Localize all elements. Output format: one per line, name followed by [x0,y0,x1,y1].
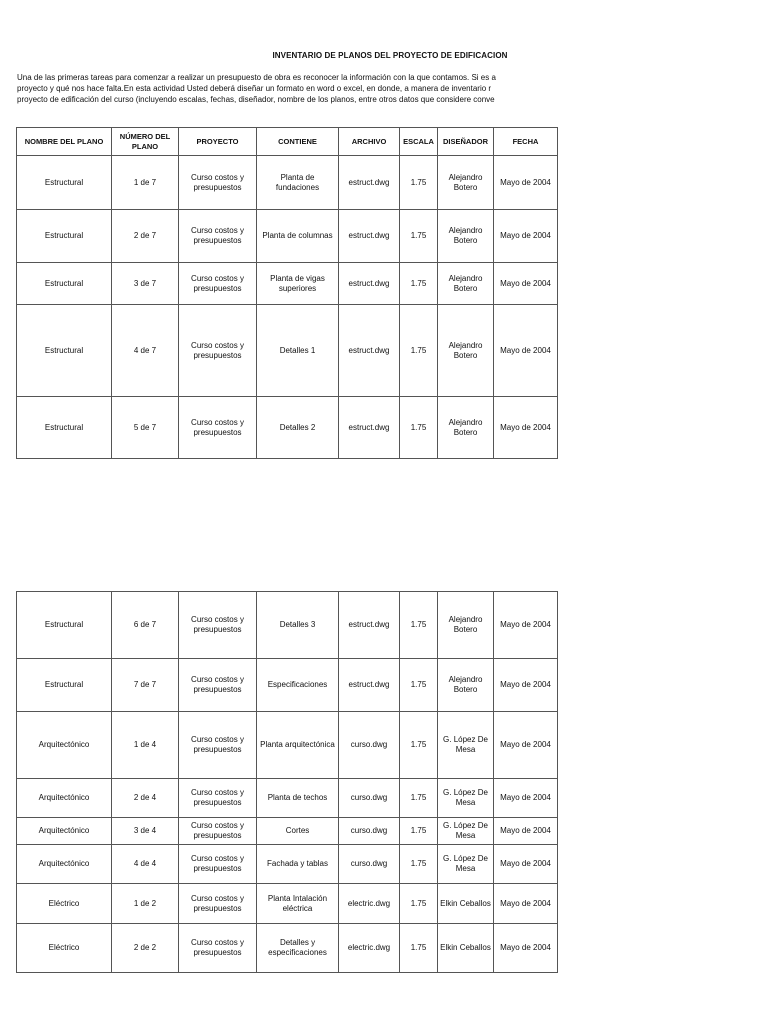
cell-escala: 1.75 [400,156,438,210]
cell-disenador: Alejandro Botero [438,156,494,210]
cell-archivo: curso.dwg [339,818,400,845]
cell-proyecto: Curso costos y presupuestos [179,884,257,924]
table-row [17,779,558,818]
cell-disenador: Alejandro Botero [438,659,494,712]
cell-contiene: Detalles 3 [257,592,339,659]
cell-fecha: Mayo de 2004 [494,659,558,712]
cell-archivo: estruct.dwg [339,397,400,459]
table-row [17,659,558,712]
document-title: INVENTARIO DE PLANOS DEL PROYECTO DE EDIFICACION [272,51,508,60]
table-row [17,210,558,263]
cell-escala: 1.75 [400,659,438,712]
cell-nombre: Estructural [17,263,112,305]
cell-disenador: G. López De Mesa [438,779,494,818]
cell-numero: 1 de 4 [112,712,179,779]
cell-disenador: Alejandro Botero [438,397,494,459]
cell-escala: 1.75 [400,818,438,845]
cell-fecha: Mayo de 2004 [494,592,558,659]
cell-numero: 2 de 7 [112,210,179,263]
cell-disenador: G. López De Mesa [438,818,494,845]
cell-archivo: estruct.dwg [339,659,400,712]
cell-disenador: Alejandro Botero [438,263,494,305]
cell-proyecto: Curso costos y presupuestos [179,156,257,210]
cell-escala: 1.75 [400,263,438,305]
cell-proyecto: Curso costos y presupuestos [179,305,257,397]
cell-fecha: Mayo de 2004 [494,884,558,924]
cell-contiene: Detalles y especificaciones [257,924,339,973]
cell-nombre: Arquitectónico [17,845,112,884]
table-row [17,712,558,779]
cell-escala: 1.75 [400,712,438,779]
table-row [17,884,558,924]
cell-escala: 1.75 [400,305,438,397]
cell-disenador: Elkin Ceballos [438,924,494,973]
cell-fecha: Mayo de 2004 [494,779,558,818]
cell-fecha: Mayo de 2004 [494,712,558,779]
cell-numero: 3 de 4 [112,818,179,845]
cell-numero: 7 de 7 [112,659,179,712]
cell-archivo: estruct.dwg [339,210,400,263]
cell-proyecto: Curso costos y presupuestos [179,712,257,779]
header-disenador: DISEÑADOR [438,128,494,156]
cell-proyecto: Curso costos y presupuestos [179,592,257,659]
cell-nombre: Estructural [17,592,112,659]
cell-archivo: estruct.dwg [339,156,400,210]
cell-numero: 3 de 7 [112,263,179,305]
cell-numero: 1 de 7 [112,156,179,210]
cell-fecha: Mayo de 2004 [494,210,558,263]
header-fecha: FECHA [494,128,558,156]
cell-escala: 1.75 [400,845,438,884]
cell-disenador: Alejandro Botero [438,305,494,397]
cell-escala: 1.75 [400,884,438,924]
header-numero-del-plano: NÚMERO DEL PLANO [112,128,179,156]
cell-nombre: Estructural [17,210,112,263]
cell-nombre: Eléctrico [17,884,112,924]
cell-disenador: Elkin Ceballos [438,884,494,924]
intro-line: Una de las primeras tareas para comenzar a realizar un presupuesto de obra es reconocer la información con la que contamos. Si es a [17,73,496,82]
cell-disenador: Alejandro Botero [438,592,494,659]
cell-nombre: Estructural [17,305,112,397]
cell-archivo: curso.dwg [339,779,400,818]
cell-proyecto: Curso costos y presupuestos [179,924,257,973]
cell-nombre: Arquitectónico [17,712,112,779]
cell-numero: 4 de 7 [112,305,179,397]
cell-fecha: Mayo de 2004 [494,845,558,884]
inventory-table-part2 [16,591,558,973]
cell-escala: 1.75 [400,779,438,818]
table-row [17,305,558,397]
cell-contiene: Fachada y tablas [257,845,339,884]
header-nombre-del-plano: NOMBRE DEL PLANO [17,128,112,156]
cell-fecha: Mayo de 2004 [494,305,558,397]
cell-archivo: estruct.dwg [339,263,400,305]
cell-archivo: electric.dwg [339,884,400,924]
cell-archivo: estruct.dwg [339,592,400,659]
table-row [17,818,558,845]
table-header-row [17,128,558,156]
cell-numero: 1 de 2 [112,884,179,924]
cell-proyecto: Curso costos y presupuestos [179,397,257,459]
table-row [17,924,558,973]
cell-proyecto: Curso costos y presupuestos [179,659,257,712]
cell-contiene: Detalles 2 [257,397,339,459]
cell-archivo: estruct.dwg [339,305,400,397]
cell-nombre: Estructural [17,156,112,210]
cell-escala: 1.75 [400,210,438,263]
cell-disenador: G. López De Mesa [438,712,494,779]
cell-proyecto: Curso costos y presupuestos [179,263,257,305]
table-row [17,845,558,884]
cell-contiene: Planta de vigas superiores [257,263,339,305]
cell-fecha: Mayo de 2004 [494,156,558,210]
cell-proyecto: Curso costos y presupuestos [179,818,257,845]
cell-disenador: G. López De Mesa [438,845,494,884]
cell-contiene: Planta de techos [257,779,339,818]
cell-disenador: Alejandro Botero [438,210,494,263]
cell-proyecto: Curso costos y presupuestos [179,779,257,818]
cell-contiene: Planta de columnas [257,210,339,263]
header-contiene: CONTIENE [257,128,339,156]
cell-contiene: Planta arquitectónica [257,712,339,779]
cell-archivo: electric.dwg [339,924,400,973]
cell-nombre: Arquitectónico [17,779,112,818]
cell-archivo: curso.dwg [339,845,400,884]
table-row [17,397,558,459]
intro-line: proyecto y qué nos hace falta.En esta actividad Usted deberá diseñar un formato en word o excel, en donde, a manera de inventario r [17,84,492,93]
cell-escala: 1.75 [400,592,438,659]
cell-nombre: Estructural [17,659,112,712]
cell-fecha: Mayo de 2004 [494,397,558,459]
cell-numero: 4 de 4 [112,845,179,884]
cell-nombre: Eléctrico [17,924,112,973]
table-row [17,156,558,210]
cell-numero: 2 de 2 [112,924,179,973]
cell-archivo: curso.dwg [339,712,400,779]
cell-contiene: Planta Intalación eléctrica [257,884,339,924]
header-escala: ESCALA [400,128,438,156]
inventory-table-part1 [16,127,558,459]
cell-fecha: Mayo de 2004 [494,924,558,973]
intro-line: proyecto de edificación del curso (incluyendo escalas, fechas, diseñador, nombre de los planos, entre otros datos que considere conve [17,95,495,104]
cell-nombre: Estructural [17,397,112,459]
intro-paragraph [17,72,559,105]
cell-numero: 6 de 7 [112,592,179,659]
cell-escala: 1.75 [400,924,438,973]
cell-numero: 2 de 4 [112,779,179,818]
cell-fecha: Mayo de 2004 [494,263,558,305]
cell-contiene: Detalles 1 [257,305,339,397]
cell-contiene: Especificaciones [257,659,339,712]
cell-numero: 5 de 7 [112,397,179,459]
header-proyecto: PROYECTO [179,128,257,156]
cell-contiene: Planta de fundaciones [257,156,339,210]
cell-proyecto: Curso costos y presupuestos [179,210,257,263]
cell-escala: 1.75 [400,397,438,459]
cell-contiene: Cortes [257,818,339,845]
cell-fecha: Mayo de 2004 [494,818,558,845]
table-row [17,263,558,305]
cell-proyecto: Curso costos y presupuestos [179,845,257,884]
cell-nombre: Arquitectónico [17,818,112,845]
header-archivo: ARCHIVO [339,128,400,156]
table-row [17,592,558,659]
